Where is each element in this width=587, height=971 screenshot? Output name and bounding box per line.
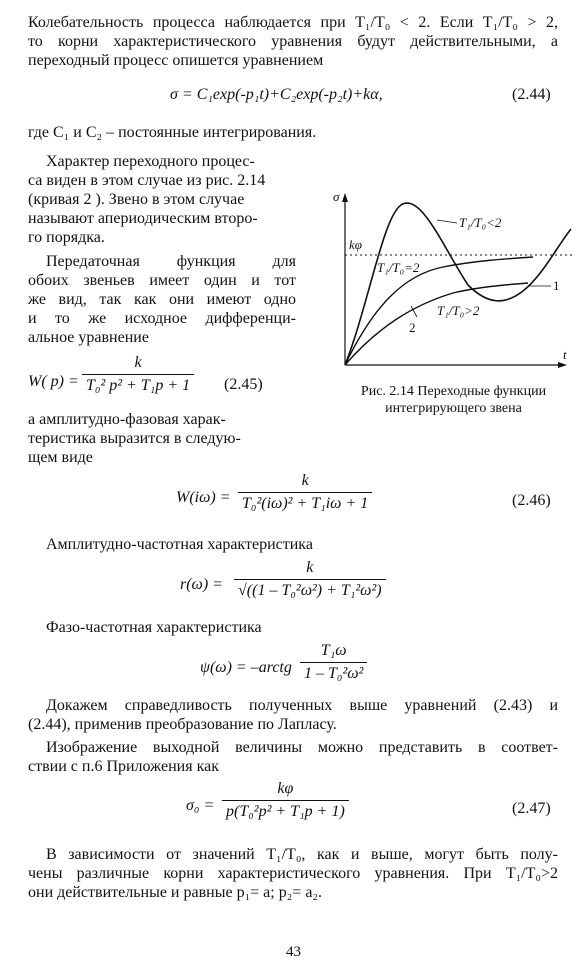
equation-number: (2.47) xyxy=(512,800,551,817)
equation-number: (2.46) xyxy=(512,492,551,509)
paragraph-line: обоих звеньев имеет один и тот xyxy=(28,272,296,289)
fraction xyxy=(238,472,372,513)
paragraph-line: го порядка. xyxy=(28,229,105,246)
transient-response-plot xyxy=(333,187,578,377)
curve-1-label: 1 xyxy=(553,278,560,293)
paragraph-line: са виден в этом случае из рис. 2.14 xyxy=(28,172,266,189)
paragraph-line: переходный процесс опишется уравнением xyxy=(28,52,324,69)
figure-2-14 xyxy=(333,187,578,377)
fraction xyxy=(234,559,386,600)
paragraph-line: Колебательность процесса наблюдается при T₁/T₀ < 2. Если T₁/T₀ > 2, xyxy=(28,14,558,31)
paragraph-line: (2.44), применив преобразование по Лапласу. xyxy=(28,716,337,733)
numerator: k xyxy=(301,472,309,489)
paragraph-line: альное уравнение xyxy=(28,329,149,346)
equation-lhs: W(iω) = xyxy=(176,489,231,506)
x-axis-label: t xyxy=(563,347,567,362)
fraction xyxy=(82,354,194,395)
curve-2-label: 2 xyxy=(409,320,416,335)
leader-line xyxy=(437,220,457,223)
section-heading: Амплитудно-частотная характеристика xyxy=(46,536,313,553)
caption-line: Рис. 2.14 Переходные функции xyxy=(360,384,547,399)
equation-lhs: W( p) = xyxy=(28,373,79,390)
denominator: T₀² p² + T₁p + 1 xyxy=(82,374,194,395)
fraction xyxy=(222,780,349,821)
denominator: p(T₀²p² + T₁p + 1) xyxy=(222,800,349,821)
paragraph-line: где C₁ и C₂ – постоянные интегрирования. xyxy=(28,124,317,141)
paragraph-line: ствии с п.6 Приложения как xyxy=(28,758,219,775)
numerator: T₁ω xyxy=(320,642,347,659)
numerator: kφ xyxy=(277,780,294,797)
paragraph-line: Изображение выходной величины можно представить в соответ- xyxy=(46,739,558,756)
equation-lhs: σ₀ = xyxy=(186,797,215,814)
x-axis-arrow xyxy=(558,362,567,368)
equation-lhs: ψ(ω) = –arctg xyxy=(200,659,292,676)
y-axis-label: σ xyxy=(333,189,340,204)
numerator: k xyxy=(306,559,314,576)
paragraph-line: называют апериодическим второ- xyxy=(28,210,258,227)
denominator: √((1 – T₀²ω²) + T₁²ω²) xyxy=(234,579,386,600)
paragraph-line: же вид, так как они имеют одно xyxy=(28,291,296,308)
paragraph-line: щем виде xyxy=(28,449,93,466)
section-heading: Фазо-частотная характеристика xyxy=(46,619,262,636)
curve-oscillatory xyxy=(345,203,571,365)
paragraph-line: (кривая 2 ). Звено в этом случае xyxy=(28,191,245,208)
numerator: k xyxy=(134,354,142,371)
equation-2-44: σ = C₁exp(-p₁t)+C₂exp(-p₂t)+kα, xyxy=(170,86,383,103)
denominator: 1 – T₀²ω² xyxy=(300,662,367,683)
equation-number: (2.45) xyxy=(224,376,263,393)
curve-eq2-label: T₁/T₀=2 xyxy=(377,260,420,275)
curve-lt2-label: T₁/T₀<2 xyxy=(459,215,502,230)
paragraph-line: Передаточная функция для xyxy=(46,253,296,270)
equation-number: (2.44) xyxy=(512,86,551,103)
curve-aperiodic xyxy=(345,283,528,365)
paragraph-line: то корни характеристического уравнения будут действительными, а xyxy=(28,33,558,50)
paragraph-line: Характер переходного процес- xyxy=(46,153,255,170)
paragraph-line: чены различные корни характеристического уравнения. При T₁/T₀>2 xyxy=(28,865,558,882)
curve-gt2-label: T₁/T₀>2 xyxy=(437,303,480,318)
paragraph-line: Докажем справедливость полученных выше уравнений (2.43) и xyxy=(46,697,558,714)
paragraph-line: и то же исходное дифференци- xyxy=(28,310,296,327)
caption-line: интегрирующего звена xyxy=(385,401,522,416)
denominator: T₀²(iω)² + T₁iω + 1 xyxy=(238,492,372,513)
fraction xyxy=(300,642,367,683)
equation-lhs: r(ω) = xyxy=(180,576,223,593)
paragraph-line: а амплитудно-фазовая харак- xyxy=(28,411,226,428)
figure-caption xyxy=(326,383,581,417)
y-axis-arrow xyxy=(342,193,348,202)
paragraph-line: В зависимости от значений T₁/T₀, как и выше, могут быть полу- xyxy=(46,846,558,863)
paragraph-line: теристика выразится в следую- xyxy=(28,430,241,447)
paragraph-line: они действительные и равные p₁= a; p₂= a₂. xyxy=(28,884,322,901)
kphi-label: kφ xyxy=(349,237,362,252)
page-number: 43 xyxy=(286,944,301,960)
